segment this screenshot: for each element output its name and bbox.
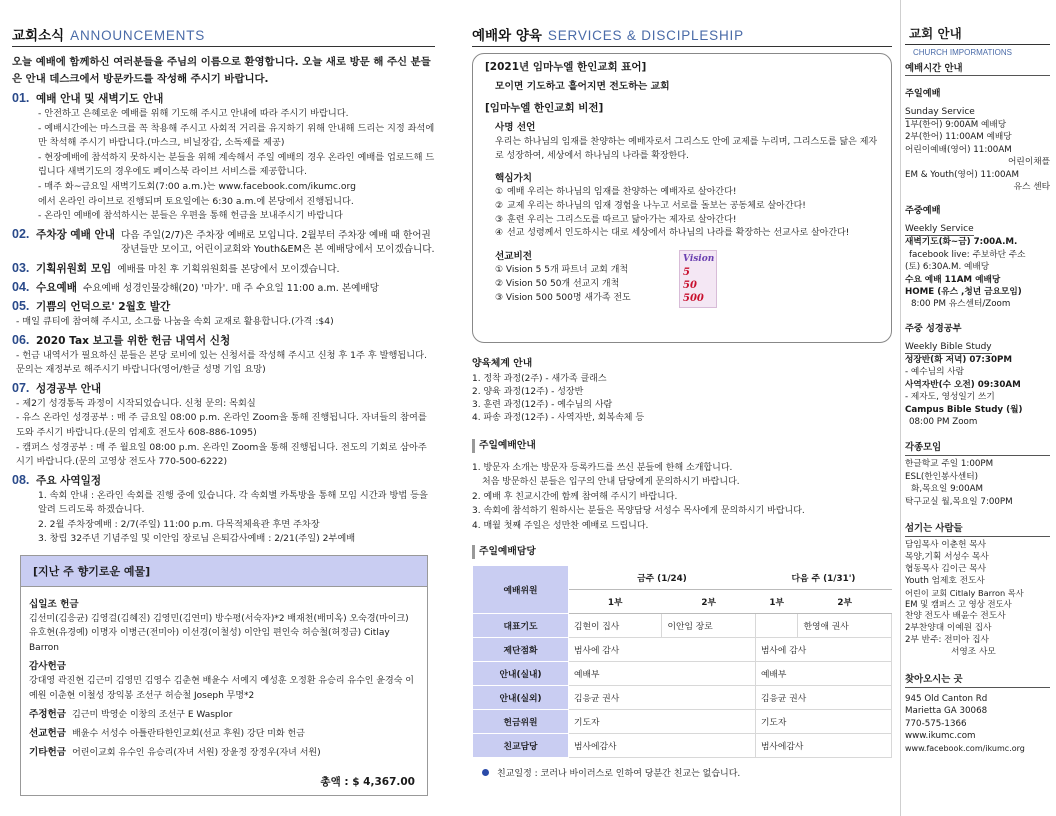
value-item	[495, 200, 881, 214]
sunday-line: 어린이채플	[1008, 157, 1050, 168]
item-number: 04.	[12, 279, 30, 294]
church-info-column	[900, 0, 1056, 816]
bullet-dot-icon	[482, 769, 489, 776]
church-info-subtitle: CHURCH IMPORMATIONS	[913, 48, 1012, 57]
duty-cell: 김현이 집사	[569, 614, 662, 638]
item-number: 01.	[12, 91, 30, 105]
staff-line: 어린이 교회 Citlaly Barron 목사	[905, 587, 1024, 598]
item-title: 수요예배	[36, 281, 77, 294]
announcements-title-en: ANNOUNCEMENTS	[70, 28, 206, 43]
staff-line: 2부 반주: 전미아 집사	[905, 635, 989, 646]
value-number: ③	[495, 214, 504, 225]
item-line: - 캠퍼스 성경공부 : 매 주 월요일 08:00 p.m. 온라인 Zoom을 통해 진행됩니다. 전도의 기회로 삼아주시기 바랍니다.(문의 고영상 전도사 770-500-6222)	[16, 441, 427, 468]
weekly-heading: 주중예배	[905, 205, 941, 217]
study-line: 성장반(화 저녁) 07:30PM	[905, 354, 1013, 365]
goal-item: ① Vision 5 5개 파트너 교회 개척	[495, 265, 629, 276]
study-line: - 예수님의 사람	[905, 367, 965, 378]
facebook-link[interactable]: www.facebook.com/ikumc.org	[905, 743, 1025, 753]
nurture-heading: 양육체계 안내	[472, 358, 533, 369]
offering-names: 어린이교회 유수인 유승리(자녀 서원) 장윤정 장정우(자녀 서원)	[72, 748, 321, 759]
group-line: 한글학교 주일 1:00PM	[905, 459, 994, 470]
value-number: ④	[495, 228, 504, 239]
duty-row	[473, 614, 892, 638]
goal-item: ③ Vision 500 500명 새가족 전도	[495, 292, 631, 303]
offering-row	[29, 727, 419, 741]
item-line: - 제2기 성경통독 과정이 시작되었습니다. 신청 문의: 목회실	[16, 397, 256, 409]
duty-cell	[755, 614, 798, 638]
vision-heading: [임마누엘 한인교회 비전]	[485, 102, 604, 114]
study-heading-en: Weekly Bible Study	[905, 341, 992, 352]
weekly-line: 수요 예배 11AM 예배당	[905, 274, 1001, 285]
announcement-item	[12, 91, 435, 224]
groups-heading: 각종모임	[905, 437, 1050, 456]
item-number: 07.	[12, 380, 30, 395]
welcome-message: 오늘 예배에 함께하신 여러분들을 주님의 이름으로 환영합니다. 오늘 새로 방문 해 주신 분들은 안내 데스크에서 방문카드를 작성해 주시기 바랍니다.	[12, 56, 431, 85]
sunday-line: 어린이예배(영어) 11:00AM	[905, 144, 1012, 155]
study-line: Campus Bible Study (월)	[905, 404, 1023, 415]
sunday-line: 1부(한어) 9:00AM 예배당	[905, 120, 1007, 130]
value-text: 훈련 우리는 그리스도를 따르고 닮아가는 제자로 살아간다!	[507, 214, 737, 225]
offering-names: 강대영 곽진현 김근미 김영민 김영수 김춘현 배윤수 서예지 예성훈 오정환 유승리 유수인 윤경숙 이예원 이춘현 이철성 장익봉 조선구 허승철 Joseph 무명*2	[29, 676, 414, 701]
worship-info-item: 처음 방문하신 분들은 입구의 안내 담당에게 문의하시기 바랍니다.	[482, 477, 740, 488]
motto-text: 모이면 기도하고 흩어지면 전도하는 교회	[495, 81, 670, 92]
announcement-item	[12, 473, 435, 547]
staff-line: Youth 엄제호 전도사	[905, 575, 985, 586]
announcement-item	[12, 280, 435, 296]
announcement-item	[12, 381, 435, 470]
item-title: 2020 Tax 보고를 위한 헌금 내역서 신청	[36, 334, 231, 347]
announcements-column	[0, 0, 445, 816]
staff-block	[905, 518, 1050, 659]
duty-role: 안내(실내)	[473, 662, 569, 686]
offering-names: 김선미(김응균) 김영걸(김혜진) 김영민(김연미) 방수평(서숙자)*2 배재천(배미옥) 오숙경(마이크) 유호현(유경예) 이명자 이병근(전미아) 이선경(이철성) 이안임 편인숙 허승철(허정금) Citlay Barron	[29, 614, 409, 653]
item-title: 기획위원회 모임	[36, 262, 112, 275]
nurture-item: 2. 양육 과정(12주) - 성장반	[472, 387, 584, 397]
duty-cell: 이안임 장로	[662, 614, 755, 638]
sunday-heading-en: Sunday Service	[905, 107, 975, 117]
nurture-item: 1. 정착 과정(2주) - 새가족 클래스	[472, 374, 607, 384]
duty-role: 헌금위원	[473, 710, 569, 734]
item-number: 05.	[12, 298, 30, 313]
vision-graphic	[679, 250, 717, 308]
announcement-item	[12, 261, 435, 277]
duty-heading: 주일예배담당	[472, 545, 892, 559]
worship-info-item: 2. 예배 후 친교시간에 함께 참여해 주시기 바랍니다.	[472, 491, 678, 502]
duty-service-1: 1부	[755, 590, 798, 614]
nurture-section	[472, 357, 892, 425]
service-times-heading: 예배시간 안내	[905, 59, 1050, 76]
worship-info-item: 3. 속회에 참석하기 원하시는 분들은 목양담당 서성수 목사에게 문의하시기 바랍니다.	[472, 506, 805, 517]
services-column	[472, 0, 892, 816]
item-line: 2. 2월 주차장예배 : 2/7(주일) 11:00 p.m. 다목적체육관 후면 주차장	[38, 518, 320, 530]
weekly-heading-en: Weekly Service	[905, 224, 974, 235]
bible-study-block	[905, 320, 1050, 428]
sunday-line: 유스 센타	[1013, 182, 1050, 193]
item-line: - 유스 온라인 성경공부 : 매 주 금요일 08:00 p.m. 온라인 Zoom을 통해 진행됩니다. 자녀들의 참여를 도와 주시기 바랍니다.(문의 엄제호 전도사 608-886-1095)	[16, 412, 427, 438]
duty-service-2: 2부	[662, 590, 755, 614]
duty-cell: 기도자	[755, 710, 891, 734]
offering-box	[20, 555, 428, 796]
duty-role: 친교담당	[473, 734, 569, 758]
offering-label: 감사헌금	[29, 661, 67, 673]
announcement-list	[12, 91, 435, 547]
duty-cell: 예배부	[569, 662, 756, 686]
study-heading: 주중 성경공부	[905, 322, 962, 334]
offering-group	[29, 660, 419, 703]
sunday-line: 2부(한어) 11:00AM 예배당	[905, 132, 1012, 143]
worship-info-section	[472, 439, 892, 533]
study-line: - 제자도, 영성일기 쓰기	[905, 392, 995, 403]
weekly-line: HOME (유스 ,청년 금요모임)	[905, 287, 1022, 298]
staff-line: 2부찬양대 이예원 집사	[905, 623, 992, 634]
duty-cell: 범사에 감사	[569, 638, 756, 662]
worship-info-item: 1. 방문자 소개는 방문자 등록카드를 쓰신 분들에 한해 소개합니다.	[472, 463, 733, 473]
offering-group	[29, 598, 419, 655]
staff-line: 찬양 전도사 배윤수 전도사	[905, 611, 1006, 622]
staff-line: EM 및 캠퍼스 고 영상 전도사	[905, 599, 1012, 610]
announcement-item	[12, 333, 435, 378]
mission-text: 우리는 하나님의 임재를 찬양하는 예배자로서 그리스도 안에 교제를 누리며, 그리스도를 닮은 제자로 성장하여, 세상에서 하나님의 나라를 확장한다.	[495, 137, 878, 161]
sunday-line: EM & Youth(영어) 11:00AM	[905, 169, 1019, 180]
study-line: 08:00 PM Zoom	[909, 416, 978, 427]
duty-section	[472, 545, 892, 779]
offering-row	[29, 746, 419, 760]
offering-label: 십일조 헌금	[29, 599, 79, 611]
address-heading: 찾아오시는 곳	[905, 669, 1050, 688]
duty-cell: 기도자	[569, 710, 756, 734]
groups-block	[905, 437, 1050, 508]
duty-row	[473, 734, 892, 758]
offering-names: 김근미 박영순 이창의 조선구 E Wasplor	[72, 710, 233, 721]
weekly-line: facebook live: 주보하단 주소	[909, 249, 1026, 260]
announcements-header	[12, 24, 435, 47]
vision-box	[472, 53, 892, 343]
offering-label: 선교헌금	[29, 728, 67, 740]
item-number: 03.	[12, 260, 30, 275]
duty-row	[473, 710, 892, 734]
value-number: ①	[495, 187, 504, 197]
motto-heading: [2021년 임마누엘 한인교회 표어]	[485, 61, 647, 73]
duty-header-row	[473, 566, 892, 590]
value-text: 교제 우리는 하나님의 임재 경험을 나누고 서로를 돌보는 공동체로 살아간다!	[507, 200, 806, 211]
item-line: - 안전하고 은혜로운 예배를 위해 기도해 주시고 안내에 따라 주시기 바랍니다.	[38, 108, 349, 119]
value-text: 선교 성령께서 인도하시는 대로 세상에서 하나님의 나라를 확장하는 선교사로 살아간다!	[507, 228, 850, 239]
phone-number: 770-575-1366	[905, 718, 967, 729]
weekly-service-block	[905, 202, 1050, 310]
duty-cell: 한영애 권사	[798, 614, 892, 638]
staff-line: 목양,기획 서성수 목사	[905, 551, 989, 562]
item-line: - 현장예배에 참석하지 못하시는 분들을 위해 계속해서 주일 예배의 경우 온라인 예배를 업로드해 드립니다 새벽기도의 경우에도 페이스북 라이브 서비스를 제공합니다.	[38, 151, 435, 178]
address-line: Marietta GA 30068	[905, 706, 988, 717]
item-line: - 헌금 내역서가 필요하신 분들은 본당 로비에 있는 신청서를 작성해 주시고 신청 후 1주 후 발행됩니다. 문의는 재정부로 해주시기 바랍니다(영어/한글 성명 기입 요망)	[16, 349, 427, 376]
item-line: 1. 속회 안내 : 온라인 속회를 진행 중에 있습니다. 각 속회별 카톡방을 통해 모임 시간과 방법 등을 알려 드리도록 하겠습니다.	[38, 489, 428, 516]
duty-service-2: 2부	[798, 590, 892, 614]
mission-label: 사명 선언	[495, 122, 536, 133]
vision-graphic-text: 50	[683, 280, 697, 292]
duty-cell: 예배부	[755, 662, 891, 686]
offering-label: 기타헌금	[29, 747, 67, 759]
duty-role: 안내(실외)	[473, 686, 569, 710]
fellowship-note-text: 친교일정 : 코러나 바이러스로 인하여 당분간 친교는 없습니다.	[497, 769, 741, 780]
services-title-ko: 예배와 양육	[472, 28, 542, 44]
item-title: 기쁨의 언덕으로' 2월호 발간	[36, 300, 171, 313]
offering-title: [지난 주 향기로운 예물]	[21, 556, 427, 587]
staff-heading: 섬기는 사람들	[905, 518, 1050, 537]
fellowship-note	[472, 766, 892, 779]
group-line: 화,목요일 9:00AM	[911, 484, 984, 495]
offering-label: 주정헌금	[29, 709, 67, 721]
item-line: 3. 창립 32주년 기념주일 및 이안임 장로님 은퇴감사예배 : 2/21(주일) 2부예배	[38, 533, 356, 545]
item-subtitle: 수요예배 성경인물강해(20) '마가'. 매 주 수요일 11:00 a.m. 본예배당	[82, 282, 379, 294]
duty-role: 대표기도	[473, 614, 569, 638]
weekly-line: 새벽기도(화~금) 7:00A.M.	[905, 237, 1018, 248]
duty-this-week: 금주 (1/24)	[569, 566, 756, 590]
staff-line: 담임목사 이춘헌 목사	[905, 539, 987, 550]
values-label: 핵심가치	[495, 173, 533, 184]
website-link[interactable]: www.ikumc.com	[905, 731, 976, 742]
item-line: - 매주 화~금요일 새벽기도회(7:00 a.m.)는 www.facebook.com/ikumc.org	[38, 180, 356, 192]
item-number: 08.	[12, 472, 30, 487]
item-line: - 온라인 예배에 참석하시는 분들은 우편을 통해 헌금을 보내주시기 바랍니다	[38, 210, 343, 222]
vision-graphic-text: Vision	[683, 254, 715, 265]
offering-row	[29, 708, 419, 722]
offering-total: 총액 : $ 4,367.00	[320, 776, 415, 789]
sunday-heading: 주일예배	[905, 88, 941, 99]
duty-cell: 범사에감사	[569, 734, 756, 758]
item-title: 주요 사역일정	[36, 474, 102, 487]
sunday-service-block	[905, 85, 1050, 193]
item-number: 06.	[12, 332, 30, 347]
group-line: ESL(한인봉사센터)	[905, 471, 978, 482]
value-item	[495, 227, 881, 241]
address-line: 945 Old Canton Rd	[905, 694, 988, 704]
nurture-item: 3. 훈련 과정(12주) - 예수님의 사람	[472, 400, 613, 410]
announcements-title-ko: 교회소식	[12, 28, 65, 44]
weekly-line: 8:00 PM 유스센터/Zoom	[911, 299, 1011, 310]
item-line: 다음 주일(2/7)은 주차장 예배로 모입니다. 2월부터 주차장 예배 때 한어권 장년들만 모이고, 어린이교회와 Youth&EM은 본 예배당에서 모이겠습니다.	[121, 229, 435, 256]
duty-cell: 김응균 권사	[755, 686, 891, 710]
goal-block	[485, 248, 881, 305]
study-line: 사역자반(수 오전) 09:30AM	[905, 379, 1021, 390]
staff-line: 서영조 사모	[951, 647, 996, 658]
goal-label: 선교비전	[495, 251, 533, 263]
item-subtitle: 예배를 마친 후 기획위원회를 본당에서 모이겠습니다.	[117, 263, 340, 275]
duty-cell: 범사에 감사	[755, 638, 891, 662]
announcement-item	[12, 227, 435, 258]
nurture-item: 4. 파송 과정(12주) - 사역자반, 회복속체 등	[472, 413, 645, 423]
address-block	[905, 669, 1050, 755]
duty-row	[473, 686, 892, 710]
item-title: 성경공부 안내	[36, 382, 102, 395]
item-number: 02.	[12, 226, 30, 241]
duty-next-week: 다음 주 (1/31')	[755, 566, 891, 590]
duty-cell: 김응균 권사	[569, 686, 756, 710]
item-title: 예배 안내 및 새벽기도 안내	[36, 93, 164, 105]
duty-role: 제단점화	[473, 638, 569, 662]
vision-graphic-text: 500	[683, 293, 704, 305]
duty-row	[473, 662, 892, 686]
duty-col-label: 예배위원	[473, 566, 569, 614]
duty-service-1: 1부	[569, 590, 662, 614]
value-item	[495, 186, 881, 200]
value-number: ②	[495, 200, 504, 211]
duty-row	[473, 638, 892, 662]
duty-cell: 범사에감사	[755, 734, 891, 758]
church-info-title: 교회 안내	[905, 24, 1050, 45]
announcement-item	[12, 299, 435, 330]
item-title: 주차장 예배 안내	[36, 228, 116, 241]
value-item	[495, 214, 881, 228]
offering-names: 배윤수 서성수 아틀란타한인교회(선교 후원) 강단 미화 헌금	[72, 729, 305, 740]
goal-item: ② Vision 50 50개 선교지 개척	[495, 278, 620, 289]
item-line: 에서 온라인 라이브로 진행되며 토요일에는 6:30 a.m.에 본당에서 진행됩니다.	[38, 195, 354, 207]
item-line: - 예배시간에는 마스크를 꼭 착용해 주시고 사회적 거리를 유지하기 위해 안내해 드리는 지정 좌석에만 착석해 주시기 바랍니다.(마스크, 비닐장갑, 소독제를 제공)	[38, 122, 435, 149]
values-list	[495, 186, 881, 241]
worship-info-heading: 주일예배안내	[472, 439, 892, 453]
worship-info-item: 4. 매월 첫째 주일은 성만찬 예배로 드립니다.	[472, 520, 649, 531]
vision-graphic-text: 5	[683, 267, 690, 279]
services-header	[472, 24, 892, 47]
duty-table	[472, 565, 892, 758]
group-line: 탁구교실 월,목요일 7:00PM	[905, 496, 1013, 507]
weekly-line: (토) 6:30A.M. 예배당	[905, 262, 990, 273]
services-title-en: SERVICES & DISCIPLESHIP	[547, 28, 744, 43]
value-text: 예배 우리는 하나님의 임재를 찬양하는 예배자로 살아간다!	[507, 187, 737, 197]
item-line: - 매일 큐티에 참여해 주시고, 소그룹 나눔을 속회 교재로 활용합니다.(가격 :$4)	[16, 315, 334, 327]
staff-line: 협동목사 김이근 목사	[905, 563, 987, 574]
